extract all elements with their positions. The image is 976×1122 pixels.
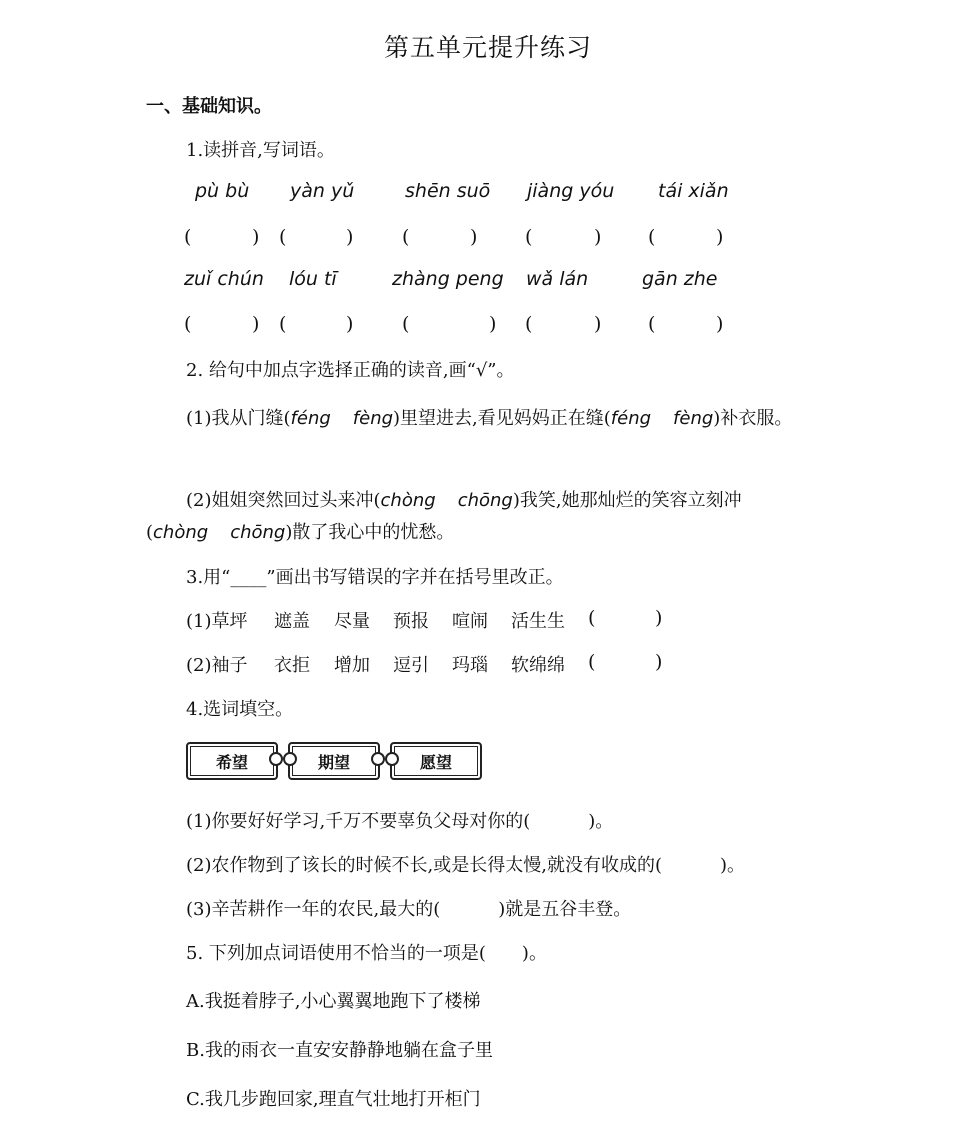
q5-option-c: C.我几步跑回家,理直气壮地打开柜门: [186, 1089, 481, 1110]
pinyin-1-2: yàn yǔ: [290, 180, 355, 202]
pinyin-2-4: wǎ lán: [526, 268, 589, 290]
chain-ring-icon: [269, 752, 283, 766]
text: )里望进去,看见妈妈正在缝(: [393, 408, 611, 429]
q2-sentence-2: [186, 486, 742, 512]
text: (2)姐姐突然回过头来冲(: [186, 490, 381, 511]
paren-close: ): [470, 226, 478, 248]
pinyin-2-1: zuǐ chún: [184, 268, 264, 290]
text: )。: [521, 943, 547, 964]
text: 5. 下列加点词语使用不恰当的一项是(: [186, 943, 486, 964]
text: (1)我从门缝(: [186, 408, 291, 429]
word: 软绵绵: [511, 655, 565, 676]
pinyin-1-1: pù bù: [195, 180, 250, 202]
paren-open: (: [648, 226, 656, 248]
underline-mark: ____: [230, 567, 267, 588]
paren-close: ): [594, 313, 602, 335]
text: )就是五谷丰登。: [498, 899, 632, 920]
word: 遮盖: [274, 611, 310, 632]
paren-open: (: [402, 226, 410, 248]
paren-open: (: [402, 313, 410, 335]
paren-open: (: [648, 313, 656, 335]
pinyin-1-5: tái xiǎn: [658, 180, 729, 202]
option: fèng: [673, 408, 714, 429]
text: ”画出书写错误的字并在括号里改正。: [266, 567, 564, 588]
text: (3)辛苦耕作一年的农民,最大的(: [186, 899, 441, 920]
paren-close: ): [594, 226, 602, 248]
pinyin-1-3: shēn suō: [405, 180, 491, 202]
option: féng: [610, 408, 652, 429]
pinyin-1-4: jiàng yóu: [527, 180, 615, 202]
q5-label: [186, 939, 547, 965]
text: )。: [588, 811, 614, 832]
q2-sentence-1: [186, 404, 792, 430]
q4-sentence-2: [186, 851, 745, 877]
paren-open: (: [588, 651, 596, 673]
paren-close: ): [655, 607, 663, 629]
paren-close: ): [489, 313, 497, 335]
word: 尽量: [334, 611, 370, 632]
pinyin-2-5: gān zhe: [642, 268, 718, 290]
q4-sentence-3: [186, 895, 631, 921]
q5-option-b: B.我的雨衣一直安安静静地躺在盒子里: [186, 1040, 493, 1061]
paren-open: (: [184, 313, 192, 335]
paren-open: (: [279, 226, 287, 248]
paren-open: (: [525, 226, 533, 248]
paren-close: ): [716, 313, 724, 335]
q5-option-a: A.我挺着脖子,小心翼翼地跑下了楼梯: [186, 991, 481, 1012]
paren-close: ): [252, 313, 260, 335]
word: 增加: [334, 655, 370, 676]
text: )。: [719, 855, 745, 876]
paren-open: (: [588, 607, 596, 629]
paren-close: ): [252, 226, 260, 248]
option: chōng: [230, 522, 286, 543]
q2-sentence-2-cont: [146, 518, 454, 544]
paren-close: ): [346, 226, 354, 248]
word: (2)袖子: [186, 655, 248, 676]
q1-label: 1.读拼音,写词语。: [186, 140, 335, 161]
text: )补衣服。: [713, 408, 793, 429]
paren-close: ): [346, 313, 354, 335]
q3-label: [186, 563, 564, 589]
page-title: 第五单元提升练习: [383, 33, 592, 62]
pinyin-2-2: lóu tī: [289, 268, 337, 290]
text: (2)农作物到了该长的时候不长,或是长得太慢,就没有收成的(: [186, 855, 662, 876]
paren-open: (: [184, 226, 192, 248]
text: )散了我心中的忧愁。: [285, 522, 455, 543]
text: (: [146, 522, 154, 543]
option: chòng: [380, 490, 436, 511]
word: (1)草坪: [186, 611, 248, 632]
paren-open: (: [525, 313, 533, 335]
word: 衣拒: [274, 655, 310, 676]
q4-label: 4.选词填空。: [186, 699, 294, 720]
section-heading: 一、基础知识。: [146, 96, 272, 117]
word: 玛瑙: [452, 655, 488, 676]
option: chòng: [153, 522, 209, 543]
q4-sentence-1: [186, 807, 613, 833]
chain-ring-icon: [385, 752, 399, 766]
option: chōng: [457, 490, 513, 511]
paren-close: ): [655, 651, 663, 673]
word: 预报: [393, 611, 429, 632]
text: 3.用“: [186, 567, 231, 588]
option: fèng: [352, 408, 394, 429]
pinyin-2-3: zhàng peng: [392, 268, 504, 290]
option: féng: [290, 408, 331, 429]
paren-close: ): [716, 226, 724, 248]
text: (1)你要好好学习,千万不要辜负父母对你的(: [186, 811, 531, 832]
chain-ring-icon: [283, 752, 297, 766]
word-box-yuanwang: 愿望: [390, 742, 482, 780]
chain-ring-icon: [371, 752, 385, 766]
paren-open: (: [279, 313, 287, 335]
text: )我笑,她那灿烂的笑容立刻冲: [512, 490, 742, 511]
q2-label: 2. 给句中加点字选择正确的读音,画“√”。: [186, 360, 515, 381]
word: 活生生: [511, 611, 565, 632]
word: 喧闹: [452, 611, 488, 632]
word: 逗引: [393, 655, 429, 676]
word-box-qiwang: 期望: [288, 742, 380, 780]
word-box-xiwang: 希望: [186, 742, 278, 780]
